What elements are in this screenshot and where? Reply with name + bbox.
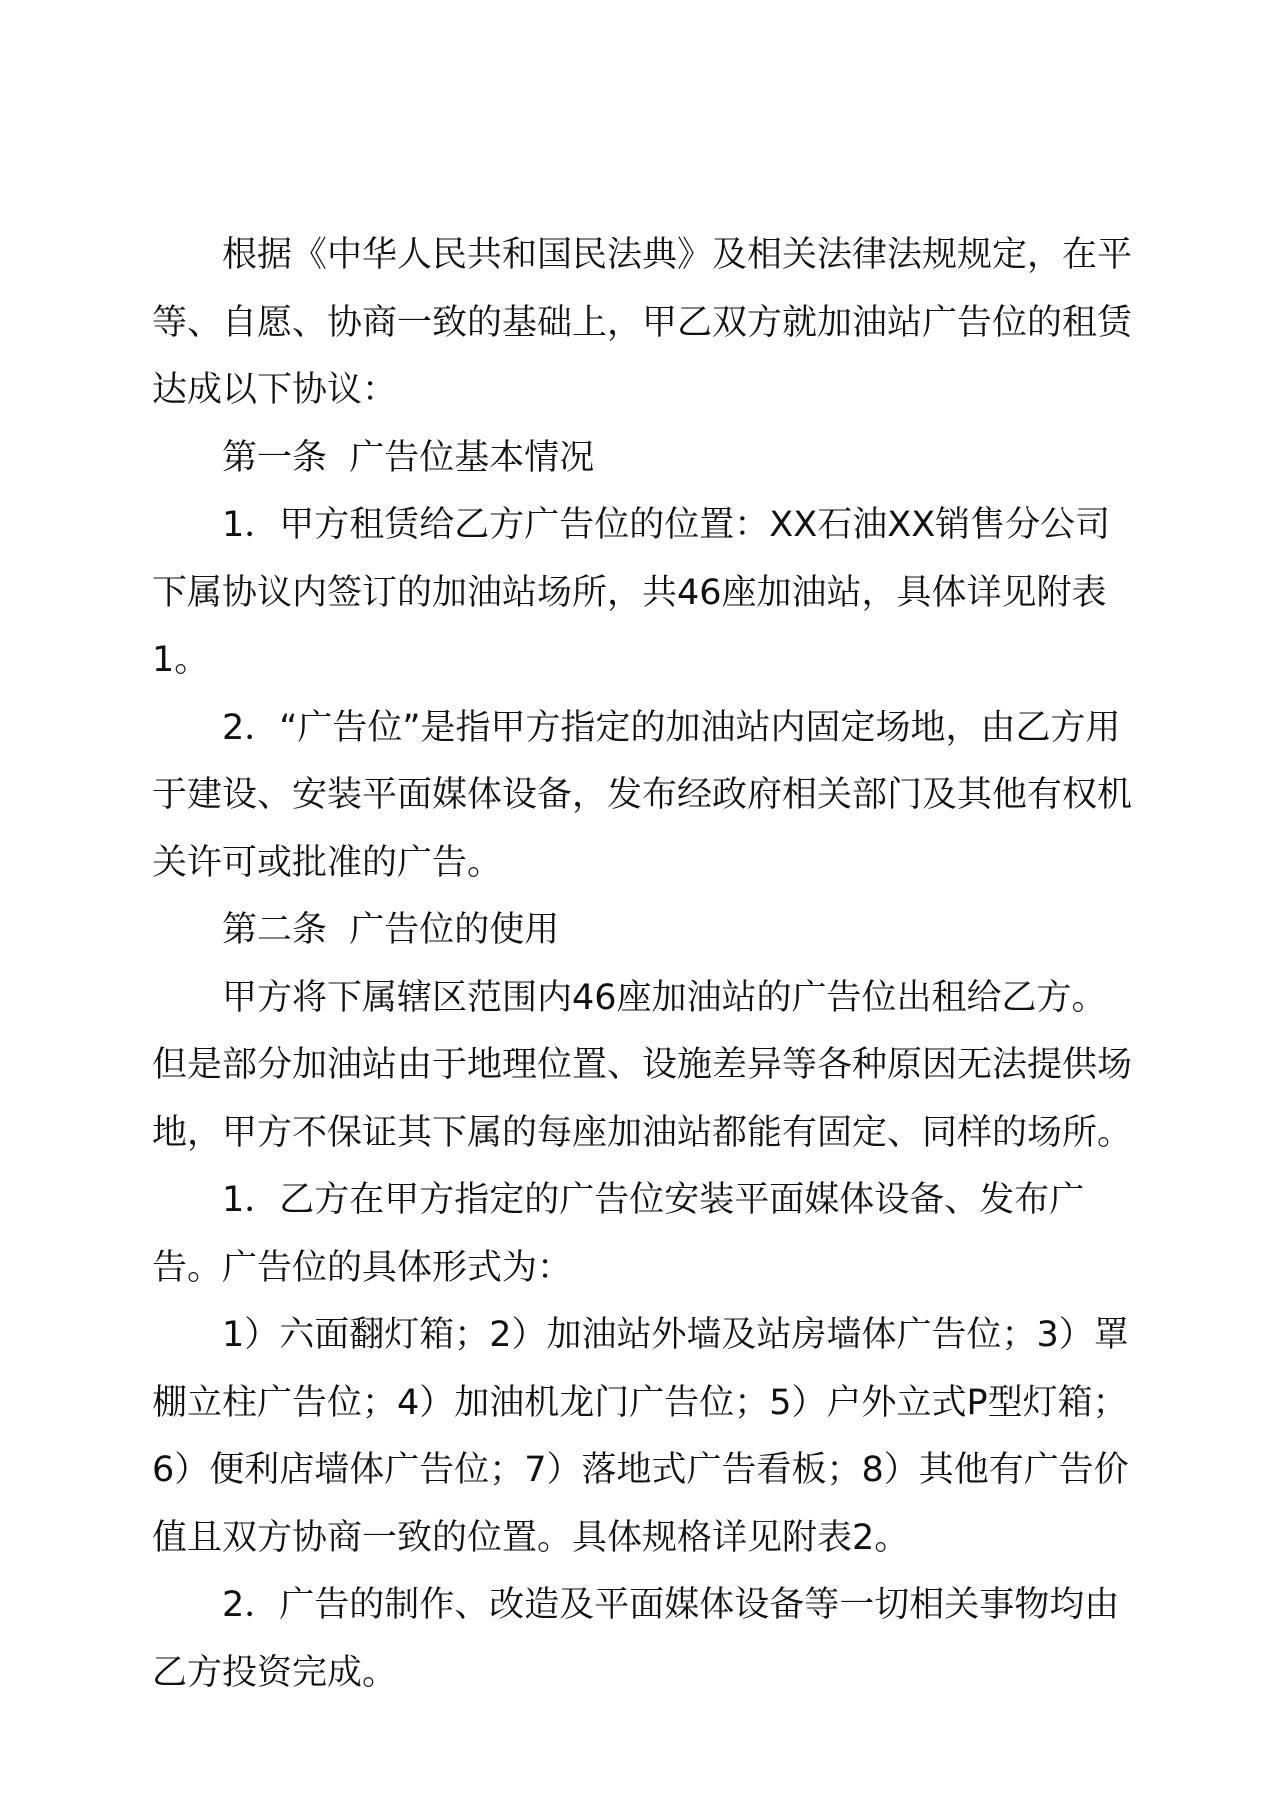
article-1-clause-2: 2．“广告位”是指甲方指定的加油站内固定场地，由乙方用于建设、安装平面媒体设备，发布经政府相关部门及其他有权机关许可或批准的广告。 — [152, 707, 1133, 883]
article-2-heading: 第二条 广告位的使用 — [152, 910, 560, 950]
article-1-clause-1: 1．甲方租赁给乙方广告位的位置：XX石油XX销售分公司下属协议内签订的加油站场所，共46座加油站，具体详见附表1。 — [152, 505, 1111, 680]
article-2-intro: 甲方将下属辖区范围内46座加油站的广告位出租给乙方。但是部分加油站由于地理位置、设施差异等各种原因无法提供场地，甲方不保证其下属的每座加油站都能有固定、同样的场所。 — [152, 977, 1133, 1153]
article-2-clause-1: 1．乙方在甲方指定的广告位安装平面媒体设备、发布广告。广告位的具体形式为： — [152, 1180, 1085, 1288]
ad-position-types-list: 1）六面翻灯箱；2）加油站外墙及站房墙体广告位；3）罩棚立柱广告位；4）加油机龙门广告位；5）户外立式P型灯箱；6）便利店墙体广告位；7）落地式广告看板；8）其他有广告价值且双方协商一致的位置。具体规格详见附表2。 — [152, 1315, 1129, 1558]
article-1-heading: 第一条 广告位基本情况 — [152, 437, 595, 478]
intro-paragraph: 根据《中华人民共和国民法典》及相关法律法规规定，在平等、自愿、协商一致的基础上，甲乙双方就加油站广告位的租赁达成以下协议： — [152, 235, 1133, 410]
document-body — [152, 222, 1132, 1707]
article-2-clause-2: 2．广告的制作、改造及平面媒体设备等一切相关事物均由乙方投资完成。 — [152, 1585, 1120, 1693]
